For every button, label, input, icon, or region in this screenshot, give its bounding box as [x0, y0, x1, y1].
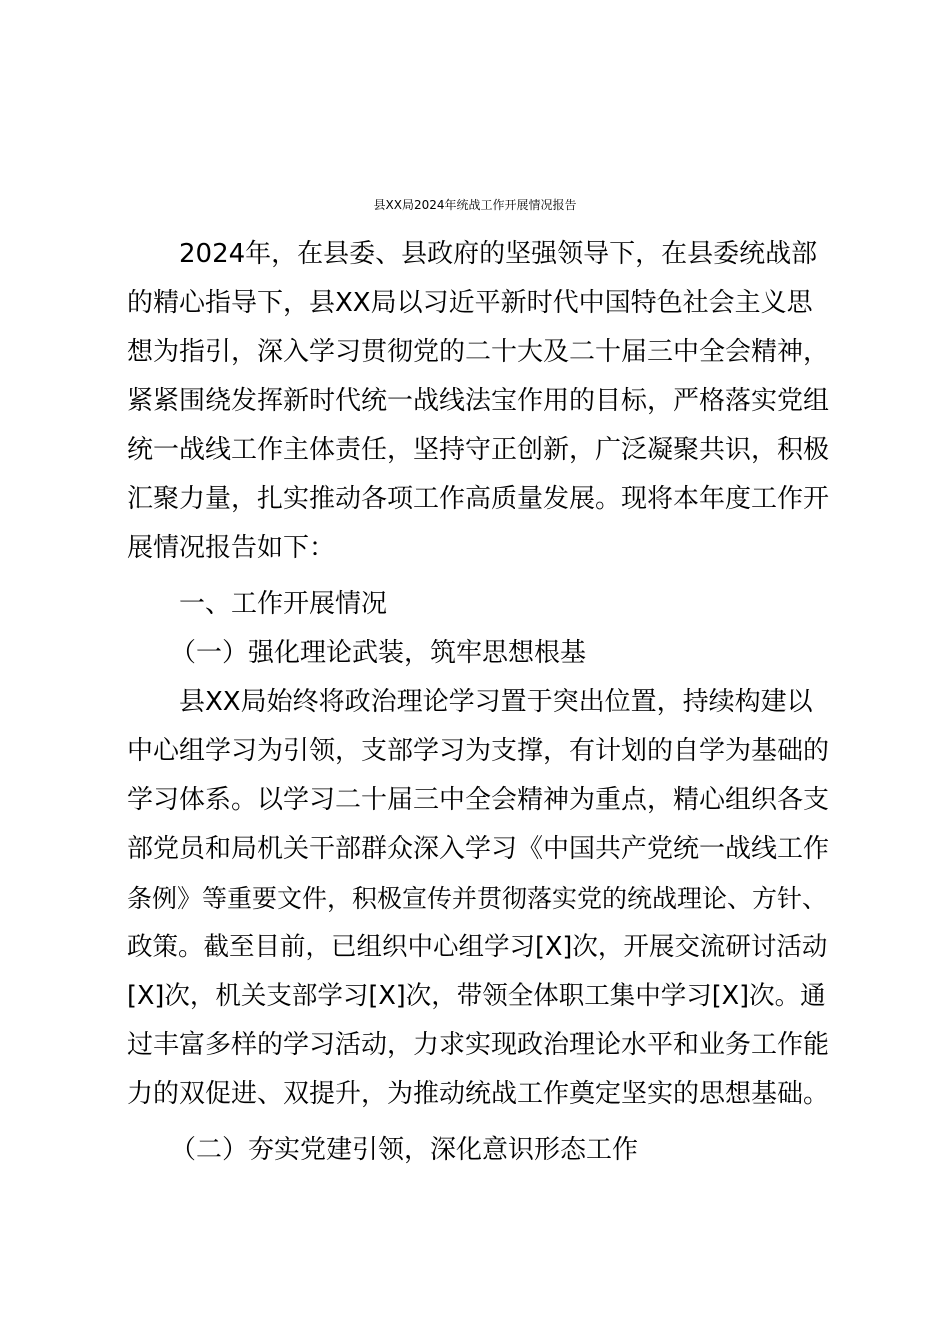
paragraph-line: 的精心指导下，县XX局以习近平新时代中国特色社会主义思	[127, 288, 813, 318]
subsection-heading: （一）强化理论武装，筑牢思想根基	[170, 638, 587, 668]
paragraph-line: 想为指引，深入学习贯彻党的二十大及二十届三中全会精神，	[127, 337, 830, 367]
paragraph-line: 条例》等重要文件，积极宣传并贯彻落实党的统战理论、方针、	[127, 884, 828, 913]
paragraph-line: 2024年，在县委、县政府的坚强领导下，在县委统战部	[179, 239, 818, 269]
paragraph-line: 中心组学习为引领，支部学习为支撑，有计划的自学为基础的	[127, 736, 830, 766]
paragraph-line: 部党员和局机关干部群众深入学习《中国共产党统一战线工作	[127, 834, 830, 864]
subsection-paragraph	[127, 678, 833, 1119]
paragraph-line: 过丰富多样的学习活动，力求实现政治理论水平和业务工作能	[127, 1030, 830, 1060]
document-title: 县XX局2024年统战工作开展情况报告	[373, 198, 577, 212]
paragraph-line: 紧紧围绕发挥新时代统一战线法宝作用的目标，严格落实党组	[127, 386, 830, 416]
section-heading: 一、工作开展情况	[179, 589, 388, 619]
paragraph-line: 统一战线工作主体责任，坚持守正创新，广泛凝聚共识，积极	[127, 435, 830, 465]
paragraph-line: 学习体系。以学习二十届三中全会精神为重点，精心组织各支	[127, 785, 830, 815]
paragraph-line: 力的双促进、双提升，为推动统战工作奠定坚实的思想基础。	[127, 1079, 830, 1109]
paragraph-line: [X]次，机关支部学习[X]次，带领全体职工集中学习[X]次。通	[127, 981, 826, 1011]
paragraph-line: 汇聚力量，扎实推动各项工作高质量发展。现将本年度工作开	[127, 484, 830, 514]
intro-paragraph	[127, 230, 833, 573]
paragraph-line: 展情况报告如下：	[127, 533, 336, 563]
paragraph-line: 政策。截至目前，已组织中心组学习[X]次，开展交流研讨活动	[127, 932, 828, 962]
subsection-heading: （二）夯实党建引领，深化意识形态工作	[170, 1135, 639, 1165]
paragraph-line: 县XX局始终将政治理论学习置于突出位置，持续构建以	[179, 687, 813, 717]
